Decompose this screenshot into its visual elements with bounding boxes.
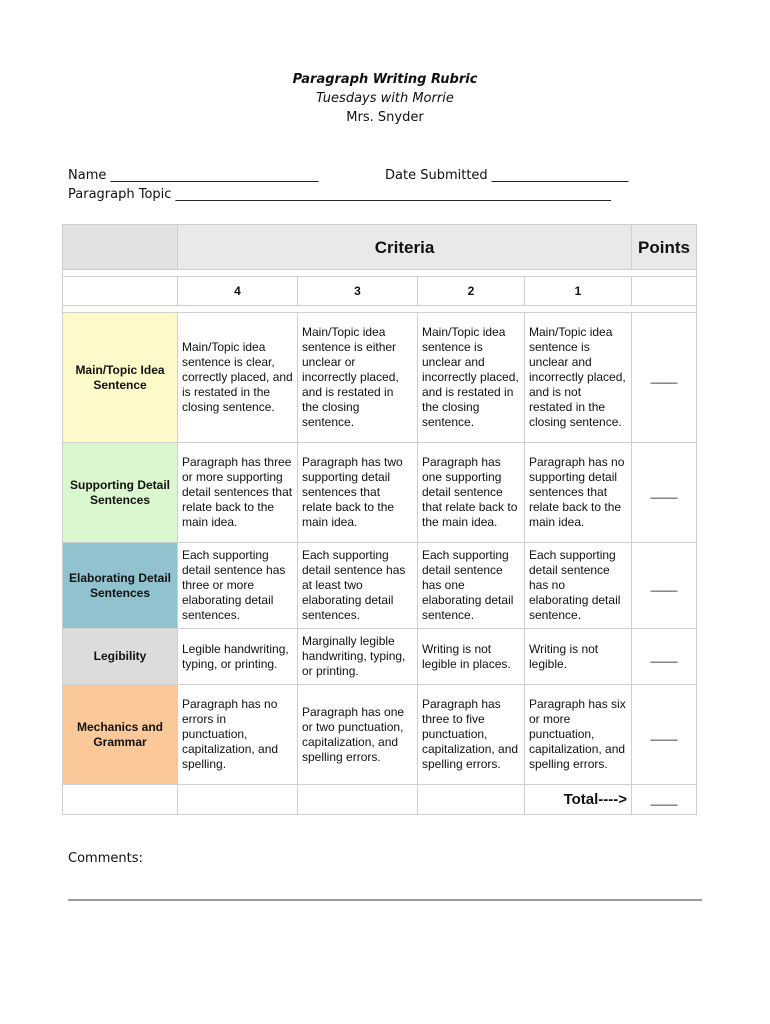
cell-supporting-4: Paragraph has three or more supporting detail sentences that relate back to the main idea. [178,443,298,543]
book-subtitle: Tuesdays with Morrie [316,91,454,106]
cell-main-topic-3: Main/Topic idea sentence is either unclear or incorrectly placed, and is restated in the closing sentence. [298,313,418,443]
comments-label: Comments: [68,851,143,866]
cell-legibility-3: Marginally legible handwriting, typing, or printing. [298,629,418,685]
cell-mechanics-1: Paragraph has six or more punctuation, capitalization, and spelling errors. [525,685,632,785]
category-main-topic: Main/Topic Idea Sentence [63,313,178,443]
table-header-row [63,225,697,270]
total-blank-4 [418,785,525,815]
category-legibility: Legibility [63,629,178,685]
points-supporting-detail[interactable]: ____ [632,443,697,543]
rubric-title: Paragraph Writing Rubric [292,72,478,87]
total-blank-2 [178,785,298,815]
total-points[interactable]: ____ [632,785,697,815]
cell-supporting-3: Paragraph has two supporting detail sentences that relate back to the main idea. [298,443,418,543]
total-label: Total----> [525,785,632,815]
total-blank-3 [298,785,418,815]
points-elaborating-detail[interactable]: ____ [632,543,697,629]
cell-main-topic-2: Main/Topic idea sentence is unclear and incorrectly placed, and is restated in the closing sentence. [418,313,525,443]
header-blank-cell [63,225,178,270]
name-field[interactable]: Name ________________________________ [68,168,319,183]
category-mechanics-grammar: Mechanics and Grammar [63,685,178,785]
cell-main-topic-4: Main/Topic idea sentence is clear, correctly placed, and is restated in the closing sentence. [178,313,298,443]
cell-elaborating-2: Each supporting detail sentence has one elaborating detail sentence. [418,543,525,629]
score-level-4: 4 [178,277,298,306]
cell-elaborating-4: Each supporting detail sentence has three or more elaborating detail sentences. [178,543,298,629]
points-legibility[interactable]: ____ [632,629,697,685]
score-gap-row [63,306,697,313]
rubric-table [62,224,697,815]
cell-main-topic-1: Main/Topic idea sentence is unclear and incorrectly placed, and is not restated in the closing sentence. [525,313,632,443]
total-blank-1 [63,785,178,815]
category-elaborating-detail: Elaborating Detail Sentences [63,543,178,629]
points-main-topic[interactable]: ____ [632,313,697,443]
cell-supporting-2: Paragraph has one supporting detail sentence that relate back to the main idea. [418,443,525,543]
table-row [63,685,697,785]
score-levels-row [63,277,697,306]
teacher-name: Mrs. Snyder [346,110,424,125]
topic-field[interactable]: Paragraph Topic ___________________________________________________________________ [68,187,612,202]
cell-mechanics-2: Paragraph has three to five punctuation, capitalization, and spelling errors. [418,685,525,785]
table-row [63,313,697,443]
date-field[interactable]: Date Submitted _____________________ [385,168,629,183]
criteria-header: Criteria [178,225,632,270]
score-points-blank [632,277,697,306]
cell-mechanics-3: Paragraph has one or two punctuation, capitalization, and spelling errors. [298,685,418,785]
cell-legibility-1: Writing is not legible. [525,629,632,685]
table-row [63,543,697,629]
cell-elaborating-3: Each supporting detail sentence has at least two elaborating detail sentences. [298,543,418,629]
header-gap-row [63,270,697,277]
cell-legibility-4: Legible handwriting, typing, or printing. [178,629,298,685]
comments-line[interactable] [68,899,702,901]
rubric-header [0,70,770,127]
score-blank-cell [63,277,178,306]
total-row [63,785,697,815]
score-level-1: 1 [525,277,632,306]
score-level-2: 2 [418,277,525,306]
cell-mechanics-4: Paragraph has no errors in punctuation, capitalization, and spelling. [178,685,298,785]
score-level-3: 3 [298,277,418,306]
cell-elaborating-1: Each supporting detail sentence has no elaborating detail sentence. [525,543,632,629]
cell-legibility-2: Writing is not legible in places. [418,629,525,685]
points-header: Points [632,225,697,270]
table-row [63,629,697,685]
points-mechanics-grammar[interactable]: ____ [632,685,697,785]
cell-supporting-1: Paragraph has no supporting detail sentences that relate back to the main idea. [525,443,632,543]
category-supporting-detail: Supporting Detail Sentences [63,443,178,543]
table-row [63,443,697,543]
